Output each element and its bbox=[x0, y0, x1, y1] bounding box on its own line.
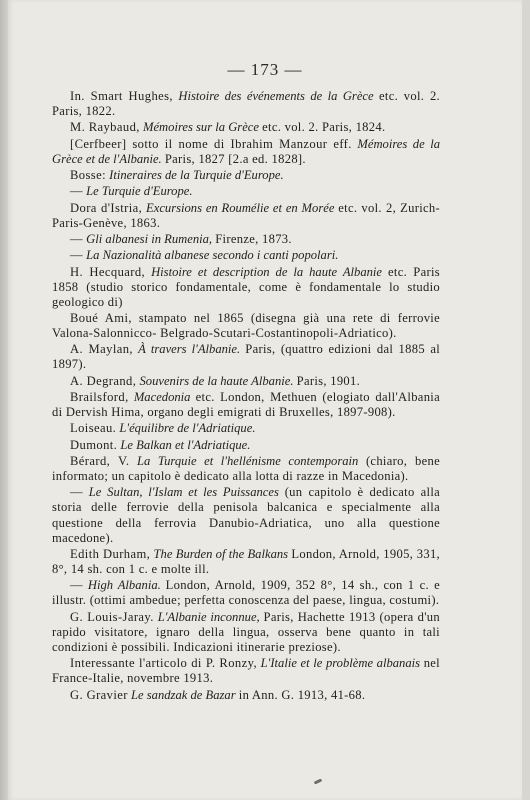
entry-author: — bbox=[70, 231, 83, 246]
bibliography-list bbox=[52, 89, 440, 704]
entry-details: etc. Paris 1858 (studio storico fondamentale, come è fondamentale lo studio geologico di) bbox=[52, 264, 440, 309]
entry-title: Le Sultan, l'Islam et les Puissances bbox=[88, 485, 279, 500]
book-page bbox=[8, 0, 522, 800]
entry-author: Edith Durham, bbox=[70, 546, 151, 561]
bibliography-entry bbox=[52, 120, 440, 135]
bibliography-entry bbox=[52, 438, 440, 453]
entry-title: Le Turquie d'Europe. bbox=[86, 184, 193, 199]
bibliography-entry bbox=[52, 89, 440, 119]
entry-author: Boué Ami, bbox=[70, 311, 132, 325]
bibliography-entry bbox=[52, 265, 440, 310]
entry-details: nel France-Italie, novembre 1913. bbox=[52, 656, 440, 686]
bibliography-entry bbox=[52, 390, 440, 420]
entry-author: G. Louis-Jaray. bbox=[70, 609, 154, 624]
entry-title: Histoire et description de la haute Albanie bbox=[151, 264, 383, 279]
entry-author: Dumont. bbox=[70, 437, 118, 452]
entry-title: Gli albanesi in Rumenia, bbox=[86, 231, 213, 246]
entry-details: Paris, Hachette 1913 (opera d'un rapido visitatore, ignaro della lingua, osserva bene quanto in tali condizioni è possibili. Indicazioni itinerarie preziose). bbox=[52, 609, 440, 654]
entry-title: The Burden of the Balkans bbox=[153, 546, 289, 561]
entry-details: London, Arnold, 1909, 352 8°, 14 sh., con 1 c. e illustr. (ottimi ambedue; perfetta conoscenza del paese, lingua, costumi). bbox=[52, 578, 440, 608]
entry-title: La Turquie et l'hellénisme contemporain bbox=[136, 453, 359, 468]
bibliography-entry bbox=[52, 485, 440, 545]
entry-details: (un capitolo è dedicato alla storia delle ferrovie della penisola balcanica e specialmente alla questione della ferrovia Danubio-Adriatica, uno alla questione macedone). bbox=[52, 485, 441, 545]
entry-title: Histoire des événements de la Grèce bbox=[178, 89, 374, 103]
entry-title: L'Albanie inconnue, bbox=[157, 609, 260, 624]
bibliography-entry bbox=[52, 311, 440, 341]
entry-details: etc. London, Methuen (elogiato dall'Albania di Dervish Hima, organo degli emigrati di Bruxelles, 1897-908). bbox=[52, 390, 440, 420]
bibliography-entry bbox=[52, 610, 440, 655]
entry-author: Interessante l'articolo di P. Ronzy, bbox=[70, 656, 258, 671]
entry-title: L'équilibre de l'Adriatique. bbox=[119, 421, 256, 436]
book-gutter bbox=[0, 0, 8, 800]
bibliography-entry bbox=[52, 137, 440, 167]
entry-title: La Nazionalità albanese secondo i canti popolari. bbox=[86, 248, 339, 263]
bibliography-entry bbox=[52, 578, 440, 608]
entry-author: Loiseau. bbox=[70, 421, 117, 436]
entry-author: A. Degrand, bbox=[70, 373, 137, 388]
bibliography-entry bbox=[52, 248, 440, 263]
entry-details: London, Arnold, 1905, 331, 8°, 14 sh. con 1 c. e molte ill. bbox=[52, 546, 440, 576]
entry-author: A. Maylan, bbox=[70, 342, 133, 357]
entry-author: Brailsford, bbox=[70, 390, 129, 405]
entry-title: Excursions en Roumélie et en Morée bbox=[146, 200, 335, 215]
entry-title: High Albania. bbox=[87, 578, 161, 593]
entry-details: Paris, (quattro edizioni dal 1885 al 1897). bbox=[52, 342, 441, 372]
entry-author: — bbox=[70, 578, 83, 593]
bibliography-entry bbox=[52, 168, 440, 183]
bibliography-entry bbox=[52, 454, 440, 484]
entry-title: Itineraires de la Turquie d'Europe. bbox=[109, 168, 284, 183]
entry-author: H. Hecquard, bbox=[70, 264, 146, 279]
entry-author: Bosse: bbox=[70, 168, 106, 183]
bibliography-entry bbox=[52, 201, 440, 231]
bibliography-entry bbox=[52, 232, 440, 247]
page-number: — 173 — bbox=[227, 60, 303, 79]
entry-author: — bbox=[70, 184, 83, 199]
entry-title: À travers l'Albanie. bbox=[138, 342, 241, 357]
bibliography-entry bbox=[52, 547, 440, 577]
entry-title: Mémoires sur la Grèce bbox=[142, 120, 259, 135]
entry-details: etc. vol. 2, Zurich-Paris-Genève, 1863. bbox=[52, 200, 440, 230]
entry-details: Paris, 1901. bbox=[296, 373, 361, 388]
bibliography-entry bbox=[52, 374, 440, 389]
entry-author: G. Gravier bbox=[70, 687, 128, 702]
bibliography-entry bbox=[52, 342, 440, 372]
entry-author: [Cerfbeer] sotto il nome di Ibrahim Manzour eff. bbox=[70, 136, 352, 151]
entry-title: Le Balkan et l'Adriatique. bbox=[120, 437, 251, 452]
entry-title: Mémoires de la Grèce et de l'Albanie. bbox=[52, 136, 440, 166]
bibliography-entry bbox=[52, 184, 440, 199]
entry-details: Firenze, 1873. bbox=[215, 231, 292, 246]
ink-mark bbox=[314, 778, 323, 784]
entry-title: L'Italie et le problème albanais bbox=[260, 656, 421, 671]
entry-title: Macedonia bbox=[133, 390, 191, 405]
entry-author: Dora d'Istria, bbox=[70, 200, 143, 215]
entry-details: etc. vol. 2. Paris, 1822. bbox=[52, 89, 440, 119]
bibliography-entry bbox=[52, 421, 440, 436]
entry-author: M. Raybaud, bbox=[70, 120, 140, 135]
entry-details: Paris, 1827 [2.a ed. 1828]. bbox=[164, 151, 306, 166]
entry-author: — bbox=[70, 248, 83, 263]
entry-author: Bérard, V. bbox=[70, 453, 130, 468]
bibliography-entry bbox=[52, 688, 440, 703]
entry-details: (chiaro, bene informato; un capitolo è dedicato alla lotta di razze in Macedonia). bbox=[52, 453, 440, 484]
entry-details: etc. vol. 2. Paris, 1824. bbox=[262, 120, 386, 135]
entry-author: In. Smart Hughes, bbox=[70, 89, 173, 103]
entry-title: Le sandzak de Bazar bbox=[131, 687, 236, 702]
bibliography-entry bbox=[52, 656, 440, 686]
entry-author: — bbox=[70, 485, 83, 500]
entry-title: Souvenirs de la haute Albanie. bbox=[139, 373, 294, 388]
entry-details: in Ann. G. 1913, 41-68. bbox=[238, 687, 366, 702]
entry-details: stampato nel 1865 (disegna già una rete di ferrovie Valona-Salonnicco- Belgrado-Scutari-Costantinopoli-Adriatico). bbox=[52, 311, 440, 341]
